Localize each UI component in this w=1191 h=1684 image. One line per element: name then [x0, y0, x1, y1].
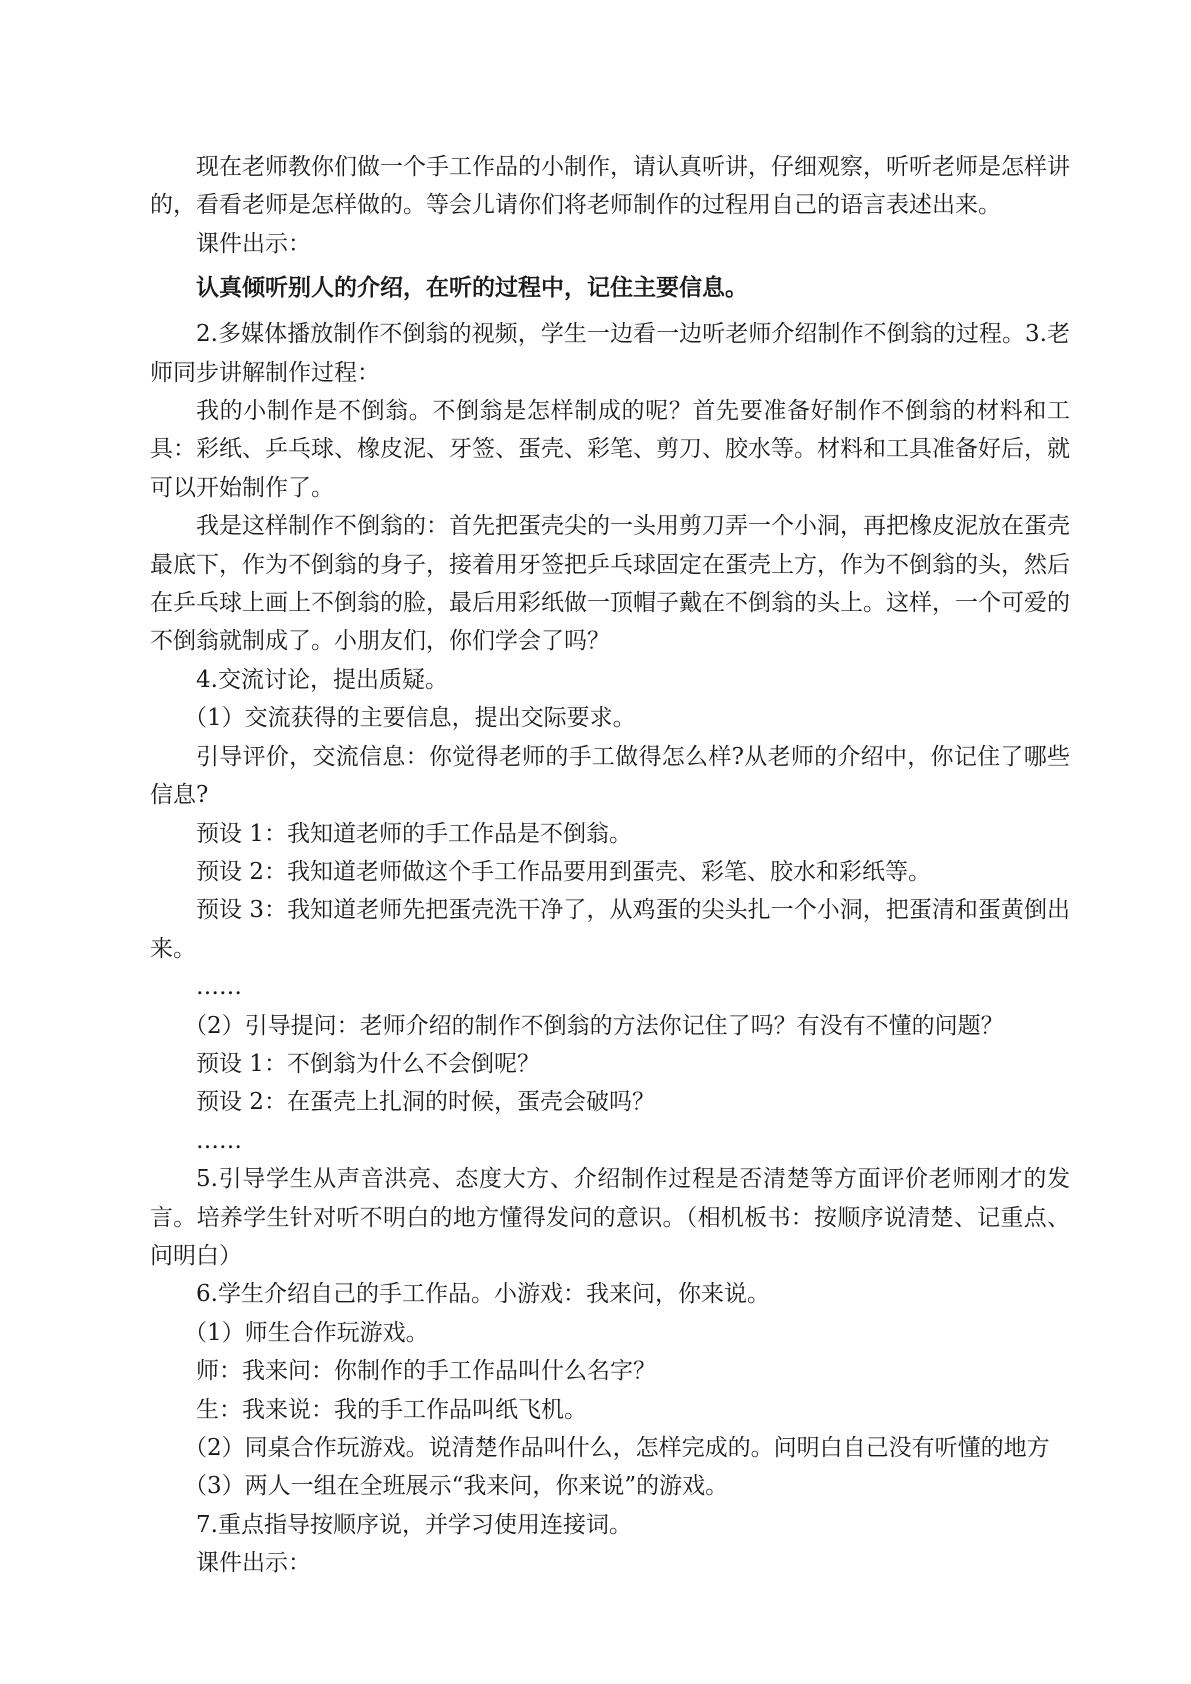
student-line: 生：我来说：我的手工作品叫纸飞机。	[196, 1396, 587, 1423]
step-5-paragraph: 5.引导学生从声音洪亮、态度大方、介绍制作过程是否清楚等方面评价老师刚才的发言。培养学生针对听不明白的地方懂得发问的意识。（相机板书：按顺序说清楚、记重点、问明白）	[150, 1166, 1070, 1269]
process-paragraph: 我是这样制作不倒翁的：首先把蛋壳尖的一头用剪刀弄一个小洞，再把橡皮泥放在蛋壳最底下，作为不倒翁的身子，接着用牙签把乒乓球固定在蛋壳上方，作为不倒翁的头，然后在乒乓球上画上不倒翁的脸，最后用彩纸做一顶帽子戴在不倒翁的头上。这样，一个可爱的不倒翁就制成了。小朋友们，你们学会了吗？	[150, 513, 1070, 655]
teacher-line: 师：我来问：你制作的手工作品叫什么名字？	[196, 1358, 656, 1385]
preset-3: 预设 3：我知道老师先把蛋壳洗干净了，从鸡蛋的尖头扎一个小洞，把蛋清和蛋黄倒出来。	[150, 897, 1070, 962]
question-preset-2: 预设 2：在蛋壳上扎洞的时候，蛋壳会破吗？	[196, 1089, 655, 1116]
courseware-label-2: 课件出示：	[196, 1550, 311, 1577]
materials-paragraph: 我的小制作是不倒翁。不倒翁是怎样制成的呢？首先要准备好制作不倒翁的材料和工具：彩纸、乒乓球、橡皮泥、牙签、蛋壳、彩笔、剪刀、胶水等。材料和工具准备好后，就可以开始制作了。	[150, 398, 1070, 501]
courseware-highlight: 认真倾听别人的介绍，在听的过程中，记住主要信息。	[196, 275, 748, 302]
step-2-3-paragraph: 2.多媒体播放制作不倒翁的视频，学生一边看一边听老师介绍制作不倒翁的过程。3.老师同步讲解制作过程：	[150, 321, 1070, 386]
ellipsis-2: ……	[196, 1127, 242, 1154]
question-preset-1: 预设 1：不倒翁为什么不会倒呢？	[196, 1050, 540, 1077]
sub-step-2: （2）引导提问：老师介绍的制作不倒翁的方法你记住了吗？有没有不懂的问题？	[184, 1012, 1004, 1039]
courseware-label: 课件出示：	[196, 230, 311, 257]
ellipsis-1: ……	[196, 974, 242, 1001]
game-step-3: （3）两人一组在全班展示“我来问，你来说”的游戏。	[184, 1473, 729, 1500]
sub-step-1: （1）交流获得的主要信息，提出交际要求。	[184, 705, 636, 732]
game-step-1: （1）师生合作玩游戏。	[184, 1319, 429, 1346]
step-4-heading: 4.交流讨论，提出质疑。	[196, 666, 448, 693]
preset-2: 预设 2：我知道老师做这个手工作品要用到蛋壳、彩笔、胶水和彩纸等。	[196, 858, 931, 885]
intro-paragraph: 现在老师教你们做一个手工作品的小制作，请认真听讲，仔细观察，听听老师是怎样讲的，看看老师是怎样做的。等会儿请你们将老师制作的过程用自己的语言表述出来。	[150, 154, 1070, 219]
preset-1: 预设 1：我知道老师的手工作品是不倒翁。	[196, 820, 632, 847]
game-step-2: （2）同桌合作玩游戏。说清楚作品叫什么，怎样完成的。问明白自己没有听懂的地方	[184, 1435, 1050, 1461]
step-6-paragraph: 6.学生介绍自己的手工作品。小游戏：我来问，你来说。	[196, 1281, 770, 1308]
guide-evaluation-paragraph: 引导评价，交流信息：你觉得老师的手工做得怎么样?从老师的介绍中，你记住了哪些信息?	[150, 743, 1070, 809]
step-7-paragraph: 7.重点指导按顺序说，并学习使用连接词。	[196, 1511, 632, 1538]
document-body	[150, 148, 1070, 1583]
